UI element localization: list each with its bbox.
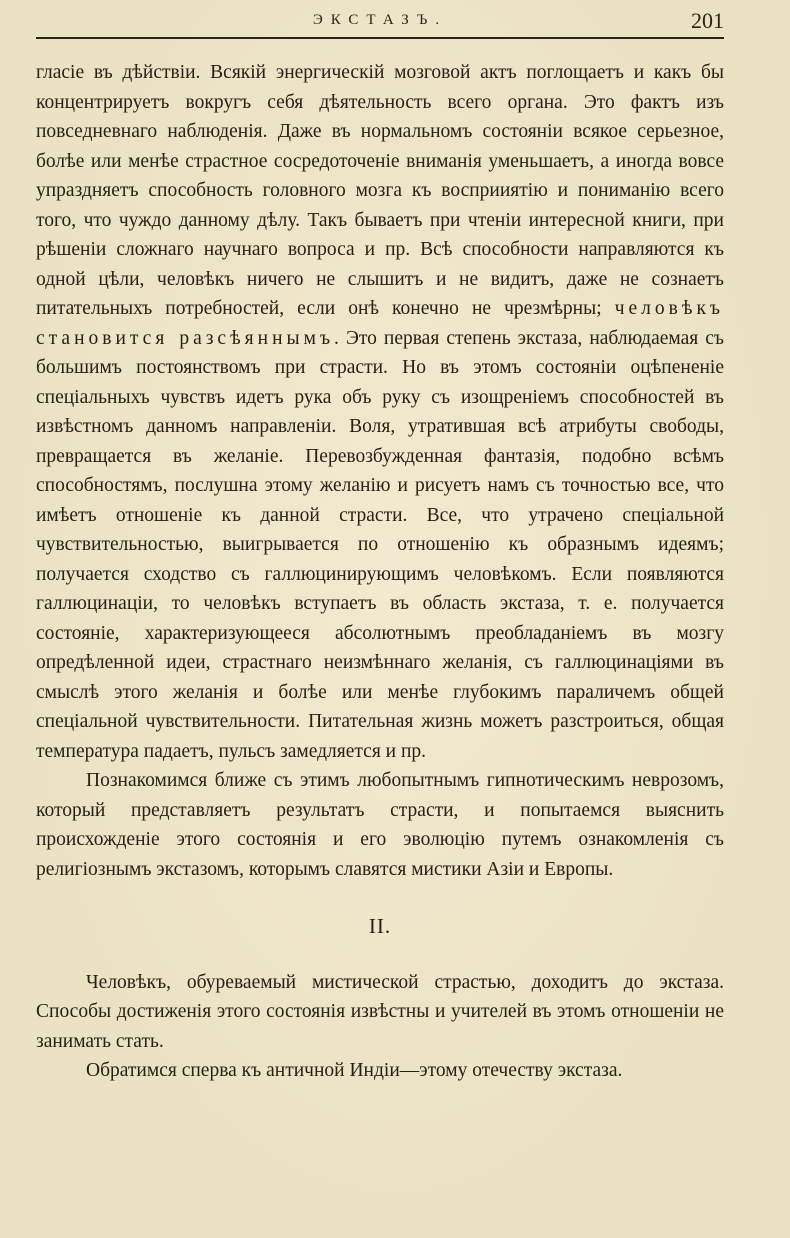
body-text (36, 58, 724, 1086)
section-heading: II. (368, 914, 392, 938)
paragraph-text: гласіе въ дѣйствіи. Всякій энергическій мозговой актъ поглощаетъ и какъ бы концентрируетъ вокругъ себя дѣятельность всего органа. Это фактъ изъ повседневнаго наблюденія. Даже въ нормальномъ состояніи всякое серьезное, болѣе или менѣе страстное сосредоточеніе вниманія уменьшаетъ, а иногда вовсе упраздняетъ способность головного мозга къ восприиятію и пониманію всего того, что чуждо данному дѣлу. Такъ бываетъ при чтеніи интересной книги, при рѣшеніи сложнаго научнаго вопроса и пр. Всѣ способности направляются къ одной цѣли, человѣкъ ничего не слышитъ и не видитъ, даже не сознаетъ питательныхъ потребностей, если онѣ конечно не чрезмѣрны; (36, 62, 724, 319)
running-head (36, 8, 724, 36)
paragraph-continuation (36, 58, 724, 766)
spaced-emphasis: человѣкъ становится разсѣяннымъ (36, 298, 724, 349)
paragraph: Обратимся сперва къ античной Индіи—этому отечеству экстаза. (86, 1060, 623, 1081)
paragraph-text: . Это первая степень экстаза, наблюдаемая съ большимъ постоянствомъ при страсти. Но въ этомъ состояніи оцѣпененіе спеціальныхъ чувствъ идетъ рука объ руку съ изощреніемъ способностей въ извѣстномъ данномъ направленіи. Воля, утратившая всѣ атрибуты свободы, превращается въ желаніе. Перевозбужденная фантазія, подобно всѣмъ способностямъ, послушна этому желанію и рисуетъ намъ съ точностью все, что имѣетъ отношеніе къ данной страсти. Все, что утрачено спеціальной чувствительностью, выигрывается по отношенію къ образнымъ идеямъ; получается сходство съ галлюцинирующимъ человѣкомъ. Если появляются галлюцинаціи, то человѣкъ вступаетъ въ область экстаза, т. е. получается состояніе, характеризующееся абсолютнымъ преобладаніемъ въ мозгу опредѣленной идеи, страстнаго неизмѣннаго желанія, съ галлюцинаціями въ смыслѣ этого желанія и болѣе или менѣе глубокимъ параличемъ общей спеціальной чувствительности. Питательная жизнь можетъ разстроиться, общая температура падаетъ, пульсъ замедляется и пр. (36, 327, 724, 762)
header-rule (36, 37, 724, 39)
page-number: 201 (691, 8, 724, 33)
paragraph: Человѣкъ, обуреваемый мистической страстью, доходитъ до экстаза. Способы достиженія этого состоянія извѣстны и учителей въ этомъ отношеніи не занимать стать. (36, 971, 724, 1052)
running-title: ЭКСТАЗЪ. (312, 12, 448, 28)
paragraph: Познакомимся ближе съ этимъ любопытнымъ гипнотическимъ неврозомъ, который представляетъ результатъ страсти, и попытаемся выяснить происхожденіе этого состоянія и его эволюцію путемъ ознакомленія съ религіознымъ экстазомъ, которымъ славятся мистики Азіи и Европы. (36, 770, 724, 880)
